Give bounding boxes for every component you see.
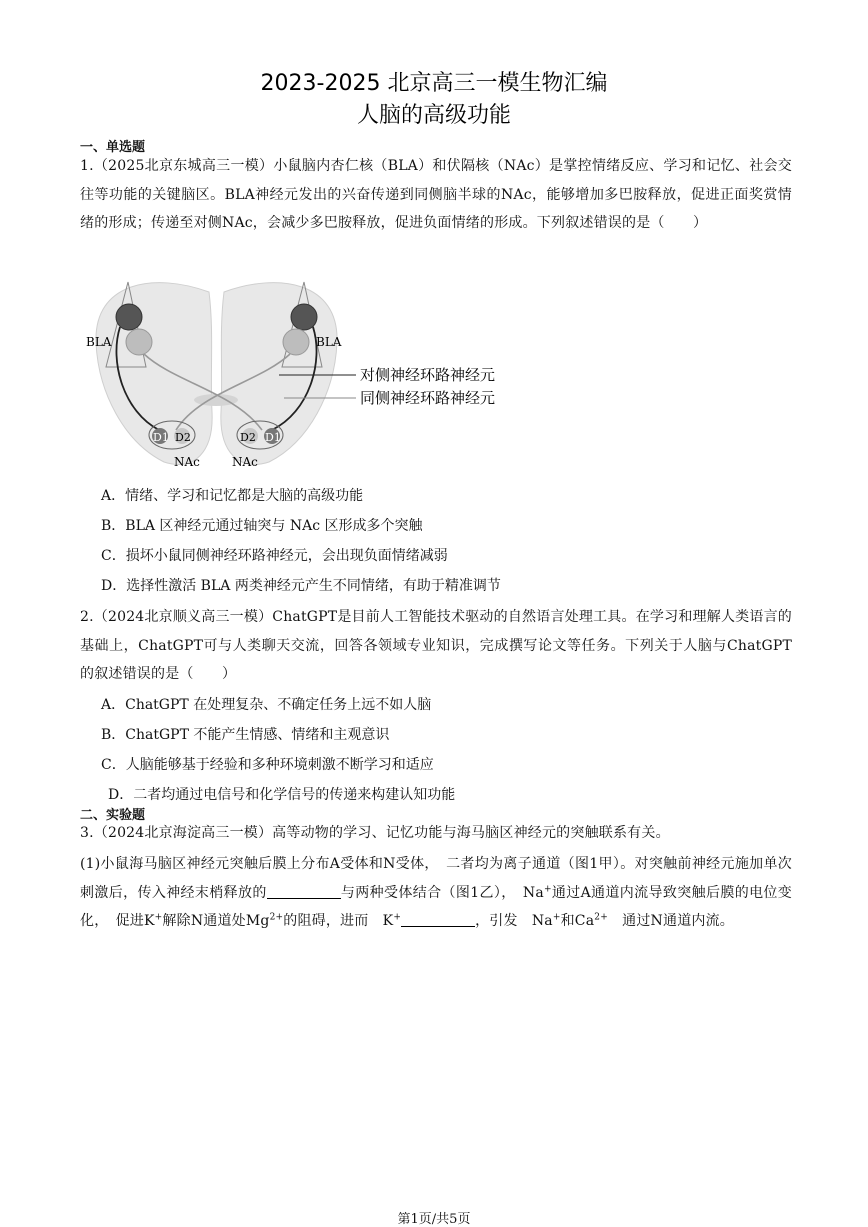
q3-text-h: 通过N通道内流。 (607, 913, 735, 929)
label-nac-left: NAc (174, 455, 200, 469)
q3-text-d: 解除N通道处Mg (162, 913, 270, 929)
question-1-stem: 1.（2025北京东城高三一模）小鼠脑内杏仁核（BLA）和伏隔核（NAc）是掌控情绪反应、学习和记忆、社会交往等功能的关键脑区。BLA神经元发出的兴奋传递到同侧脑半球的NAc，能够增加多巴胺释放，促进正面奖赏情绪的形成；传递至对侧NAc，会减少多巴胺释放，促进负面情绪的形成。下列叙述错误的是（ ） (80, 158, 792, 231)
question-1-option-a: A．情绪、学习和记忆都是大脑的高级功能 (101, 488, 364, 504)
q3-text-f: ，引发 Na (475, 913, 553, 929)
document-title: 2023-2025 北京高三一模生物汇编 (260, 71, 608, 96)
label-bla-left: BLA (86, 335, 112, 349)
label-nac-right: NAc (232, 455, 258, 469)
question-2-option-c: C．人脑能够基于经验和多种环境刺激不断学习和适应 (101, 757, 434, 773)
bla-neuron-dark-left (116, 304, 142, 330)
question-2-option-b: B．ChatGPT 不能产生情感、情绪和主观意识 (101, 727, 390, 743)
document-subtitle: 人脑的高级功能 (356, 103, 511, 128)
legend-ipsilateral: 同侧神经环路神经元 (360, 389, 496, 407)
label-d1-right: D1 (265, 431, 281, 444)
question-1-option-d: D．选择性激活 BLA 两类神经元产生不同情绪，有助于精准调节 (101, 578, 501, 594)
brain-circuit-figure (84, 272, 534, 472)
question-1-option-b: B．BLA 区神经元通过轴突与 NAc 区形成多个突触 (101, 518, 423, 534)
bla-neuron-dark-right (291, 304, 317, 330)
label-d1-left: D1 (153, 431, 169, 444)
question-2-option-d: D．二者均通过电信号和化学信号的传递来构建认知功能 (108, 787, 456, 803)
question-3-stem: 3.（2024北京海淀高三一模）高等动物的学习、记忆功能与海马脑区神经元的突触联系有关。 (80, 825, 670, 841)
answer-blank-1[interactable] (267, 884, 341, 899)
bla-neuron-light-left (126, 329, 152, 355)
label-bla-right: BLA (316, 335, 342, 349)
section-heading-single-choice: 一、单选题 (80, 140, 146, 155)
section-heading-experiment: 二、实验题 (80, 808, 146, 823)
q3-text-c: 通过A通道内流导致突触后膜的电位变化， 促进K (80, 884, 793, 929)
question-2-option-a: A．ChatGPT 在处理复杂、不确定任务上远不如人脑 (101, 697, 432, 713)
answer-blank-2[interactable] (401, 912, 475, 927)
q3-text-e: 的阻碍，进而 K (283, 913, 394, 929)
question-3-part-1: (1)小鼠海马脑区神经元突触后膜上分布A受体和N受体， 二者均为离子通道（图1甲）。对突触前神经元施加单次刺激后，传入神经末梢释放的 与两种受体结合（图1乙）， Na+通过A通道内流导致突触后膜的电位变化， 促进K+解除N通道处$Mg^{2+}$的阻碍，进而 K+ ，引发 Na+和$Ca^{2+}$ 通过N通道内流。 (80, 856, 793, 929)
q3-text-g: 和Ca (560, 913, 595, 929)
bla-neuron-light-right (283, 329, 309, 355)
label-d2-left: D2 (175, 431, 191, 444)
q3-text-a: (1)小鼠海马脑区神经元突触后膜上分布A受体和N受体， 二者均为离子通道（图1甲）。对突触前神经元施加单次刺激后，传入神经末梢释放的 (80, 856, 792, 901)
legend-contralateral: 对侧神经环路神经元 (360, 366, 496, 384)
page-number: 第1页/共5页 (397, 1212, 471, 1227)
question-2-stem: 2.（2024北京顺义高三一模）ChatGPT是目前人工智能技术驱动的自然语言处理工具。在学习和理解人类语言的基础上，ChatGPT可与人类聊天交流，回答各领域专业知识，完成撰写论文等任务。下列关于人脑与ChatGPT的叙述错误的是（ ） (80, 609, 792, 682)
label-d2-right: D2 (240, 431, 256, 444)
q3-text-b: 与两种受体结合（图1乙）， Na (340, 884, 544, 901)
question-1-option-c: C．损坏小鼠同侧神经环路神经元，会出现负面情绪减弱 (101, 548, 448, 564)
